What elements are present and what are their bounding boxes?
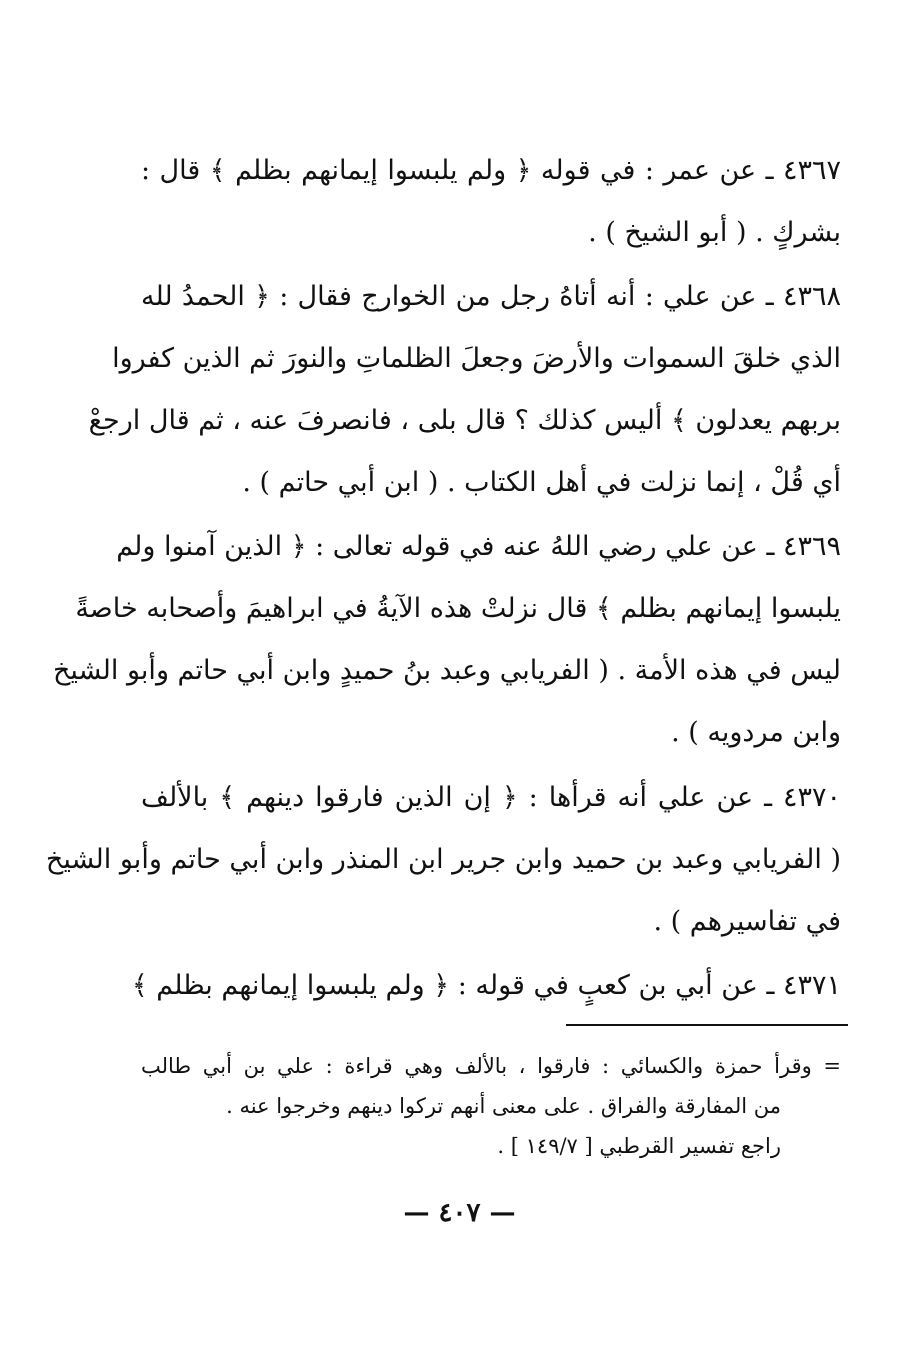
hadith-entry-4371: [131, 955, 841, 1017]
hadith-entry-4368: [88, 266, 841, 514]
footnote-divider: [566, 1024, 848, 1026]
hadith-entry-4369: [53, 516, 841, 764]
entry-line: يلبسوا إيمانهم بظلم ﴾ قال نزلتْ هذه الآيةُ في ابراهيمَ وأصحابه خاصةً: [75, 593, 841, 624]
footnote-line: من المفارقة والفراق . على معنى أنهم تركوا دينهم وخرجوا عنه .: [226, 1094, 781, 1118]
entry-line: أي قُلْ ، إنما نزلت في أهل الكتاب . ( ابن أبي حاتم ) .: [242, 467, 841, 498]
entry-line: ٤٣٦٩ ـ عن علي رضي اللهُ عنه في قوله تعالى : ﴿ الذين آمنوا ولم: [116, 531, 841, 562]
entry-line: ( الفريابي وعبد بن حميد وابن جرير ابن المنذر وابن أبي حاتم وأبو الشيخ: [45, 844, 841, 875]
hadith-entry-4370: [45, 767, 841, 953]
entry-line: ليس في هذه الأمة . ( الفريابي وعبد بنُ حميدٍ وابن أبي حاتم وأبو الشيخ: [53, 655, 841, 686]
entry-line: ٤٣٧٠ ـ عن علي أنه قرأها : ﴿ إن الذين فارقوا دينهم ﴾ بالألف: [141, 782, 841, 813]
entry-line: الذي خلقَ السموات والأرضَ وجعلَ الظلماتِ والنورَ ثم الذين كفروا: [112, 343, 841, 374]
hadith-entry-4367: [141, 140, 841, 264]
entry-line: ٤٣٧١ ـ عن أبي بن كعبٍ في قوله : ﴿ ولم يلبسوا إيمانهم بظلم ﴾: [131, 970, 841, 1001]
entry-line: بشركٍ . ( أبو الشيخ ) .: [588, 217, 841, 248]
page-number: — ٤٠٧ —: [403, 1198, 516, 1228]
footnote: [141, 1046, 841, 1166]
entry-line: في تفاسيرهم ) .: [653, 906, 841, 937]
entry-line: ٤٣٦٨ ـ عن علي : أنه أتاهُ رجل من الخوارج فقال : ﴿ الحمدُ لله: [141, 281, 841, 312]
entry-line: وابن مردويه ) .: [671, 717, 841, 748]
entry-line: ٤٣٦٧ ـ عن عمر : في قوله ﴿ ولم يلبسوا إيمانهم بظلم ﴾ قال :: [141, 155, 841, 186]
footnote-line: راجع تفسير القرطبي [ ١٤٩/٧ ] .: [497, 1134, 781, 1158]
entry-line: بربهم يعدلون ﴾ أليس كذلك ؟ قال بلى ، فانصرفَ عنه ، ثم قال ارجعْ: [88, 405, 841, 436]
footnote-line: = وقرأ حمزة والكسائي : فارقوا ، بالألف وهي قراءة : علي بن أبي طالب: [141, 1054, 841, 1078]
